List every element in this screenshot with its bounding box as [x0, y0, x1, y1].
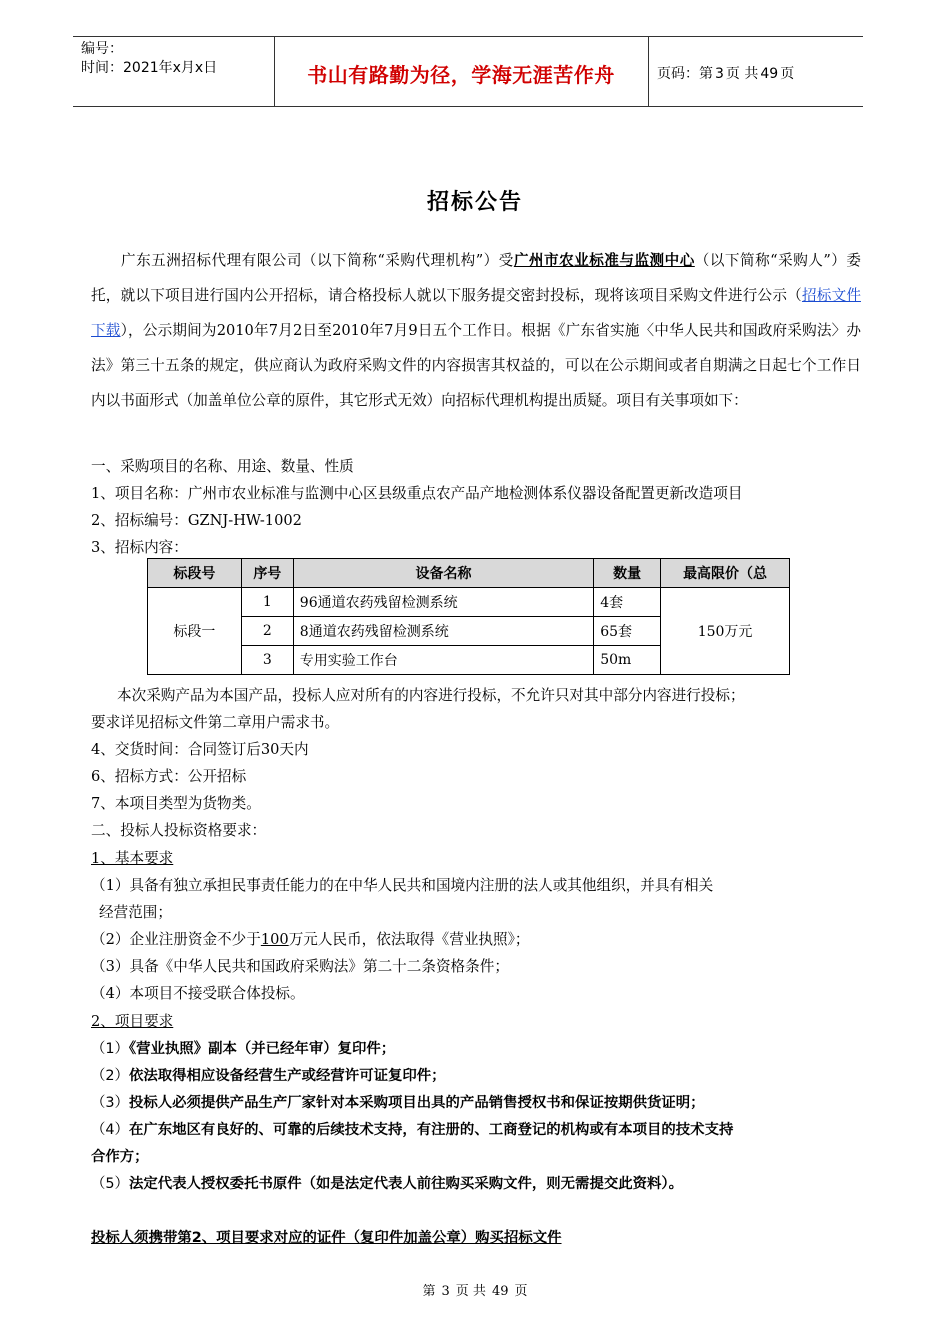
quantity: 4套: [594, 588, 661, 617]
project-req-5-text: 法定代表人授权委托书原件（如是法定代表人前往购买采购文件，则无需提交此资料）。: [128, 1176, 683, 1192]
note-line-2: 要求详见招标文件第二章用户需求书。: [91, 714, 340, 731]
intro-text-b: （以下简称“采购人”）委托，就以下项目进行国内公开招标，请合格投标人就以下服务提交密封投标，现将该项目采购文件进行公示（: [91, 252, 861, 304]
basic-req-4: （4）本项目不接受联合体投标。: [91, 985, 305, 1002]
quantity: 65套: [594, 617, 661, 646]
table-header-cell: 数量: [594, 559, 661, 588]
basic-req-1a: （1）具备有独立承担民事责任能力的在中华人民共和国境内注册的法人或其他组织，并具有相关: [91, 877, 714, 894]
header-motto: 书山有路勤为径，学海无涯苦作舟: [307, 63, 615, 87]
table-header-cell: 设备名称: [293, 559, 593, 588]
project-req-3: [91, 1091, 705, 1112]
header-divider: [648, 37, 649, 106]
footer-suffix: 页: [514, 1284, 528, 1299]
footer-mid: 页 共: [455, 1284, 486, 1299]
tender-table: [147, 558, 790, 675]
basic-requirements-heading: 1、基本要求: [91, 850, 174, 867]
project-req-4-prefix: （4）: [91, 1122, 129, 1138]
project-req-1-prefix: （1）: [91, 1041, 129, 1057]
page-title: 招标公告: [426, 190, 523, 215]
header-page-prefix: 页码：第: [657, 66, 713, 82]
table-header-cell: 最高限价（总: [661, 559, 790, 588]
item-tender-content: 3、招标内容：: [91, 539, 188, 556]
project-req-4a: [91, 1118, 733, 1139]
project-req-1: [91, 1037, 395, 1058]
equipment-name: 8通道农药残留检测系统: [293, 617, 593, 646]
item-tender-method: 6、招标方式：公开招标: [91, 768, 247, 785]
quantity: 50m: [594, 646, 661, 675]
row-number: 1: [241, 588, 293, 617]
footer-page-num: 3: [441, 1284, 450, 1299]
project-req-2-prefix: （2）: [91, 1068, 129, 1084]
header-page-suffix: 页: [780, 66, 795, 82]
basic-req-2b: 万元人民币，依法取得《营业执照》；: [288, 931, 530, 948]
table-header-row: [148, 559, 790, 588]
header-time: 时间：2021年x月x日: [81, 60, 218, 76]
project-req-3-prefix: （3）: [91, 1095, 129, 1111]
section-1-heading: 一、采购项目的名称、用途、数量、性质: [91, 458, 354, 475]
intro-text-c: ），公示期间为2010年7月2日至2010年7月9日五个工作日。根据《广东省实施〈中华人民共和国政府采购法〉办法》第三十五条的规定，供应商认为政府采购文件的内容损害其权益的，可以在公示期间或者自期满之日起七个工作日内以书面形式（加盖单位公章的原件，其它形式无效）向招标代理机构提出质疑。项目有关事项如下：: [91, 322, 861, 409]
project-req-4b: 合作方；: [91, 1149, 149, 1165]
registered-capital: 100: [260, 931, 289, 948]
project-requirements-heading: 2、项目要求: [91, 1013, 174, 1030]
note-line-1: 本次采购产品为本国产品，投标人应对所有的内容进行投标，不允许只对其中部分内容进行投标；: [117, 687, 745, 704]
item-project-type: 7、本项目类型为货物类。: [91, 795, 261, 812]
header-meta: [81, 40, 217, 78]
project-req-3-text: 投标人必须提供产品生产厂家针对本采购项目出具的产品销售授权书和保证按期供货证明；: [128, 1095, 705, 1111]
header-page-mid: 页 共: [725, 66, 759, 82]
header-page-total: 49: [760, 66, 779, 82]
equipment-name: 专用实验工作台: [293, 646, 593, 675]
closing-note: 投标人须携带第2、项目要求对应的证件（复印件加盖公章）购买招标文件: [91, 1230, 562, 1246]
page-footer: [0, 1280, 950, 1299]
intro-text-a: 广东五洲招标代理有限公司（以下简称“采购代理机构”）受: [121, 252, 514, 269]
footer-prefix: 第: [422, 1284, 436, 1299]
intro-paragraph: [91, 243, 861, 418]
item-project-name: 1、项目名称：广州市农业标准与监测中心区县级重点农产品产地检测体系仪器设备配置更新改造项目: [91, 485, 743, 502]
basic-req-1b: 经营范围；: [99, 904, 172, 921]
basic-req-2a: （2）企业注册资金不少于: [91, 931, 261, 948]
project-req-2: [91, 1064, 446, 1085]
lot-cell: 标段一: [148, 588, 242, 675]
page-header: [73, 36, 863, 107]
project-req-2-text: 依法取得相应设备经营生产或经营许可证复印件；: [128, 1068, 446, 1084]
table-header-cell: 标段号: [148, 559, 242, 588]
header-page-num: 3: [715, 66, 724, 82]
section-2-heading: 二、投标人投标资格要求：: [91, 822, 267, 839]
tender-download-link[interactable]: 招标文件下载: [91, 287, 861, 339]
purchaser-name: 广州市农业标准与监测中心: [513, 252, 695, 269]
row-number: 3: [241, 646, 293, 675]
header-number-label: 编号：: [81, 41, 123, 57]
item-delivery-time: 4、交货时间：合同签订后30天内: [91, 741, 309, 758]
table-row: [148, 588, 790, 617]
project-req-5: [91, 1172, 683, 1193]
project-req-5-prefix: （5）: [91, 1176, 129, 1192]
basic-req-2: [91, 928, 529, 949]
table-header-cell: 序号: [241, 559, 293, 588]
basic-req-3: （3）具备《中华人民共和国政府采购法》第二十二条资格条件；: [91, 958, 509, 975]
project-req-1-text: 《营业执照》副本（并已经年审）复印件；: [128, 1041, 396, 1057]
row-number: 2: [241, 617, 293, 646]
price-limit-cell: 150万元: [661, 588, 790, 675]
item-tender-number: 2、招标编号：GZNJ-HW-1002: [91, 512, 302, 529]
header-page-number: [657, 63, 794, 83]
project-req-4-text: 在广东地区有良好的、可靠的后续技术支持，有注册的、工商登记的机构或有本项目的技术支持: [128, 1122, 734, 1138]
equipment-name: 96通道农药残留检测系统: [293, 588, 593, 617]
footer-page-total: 49: [491, 1284, 509, 1299]
